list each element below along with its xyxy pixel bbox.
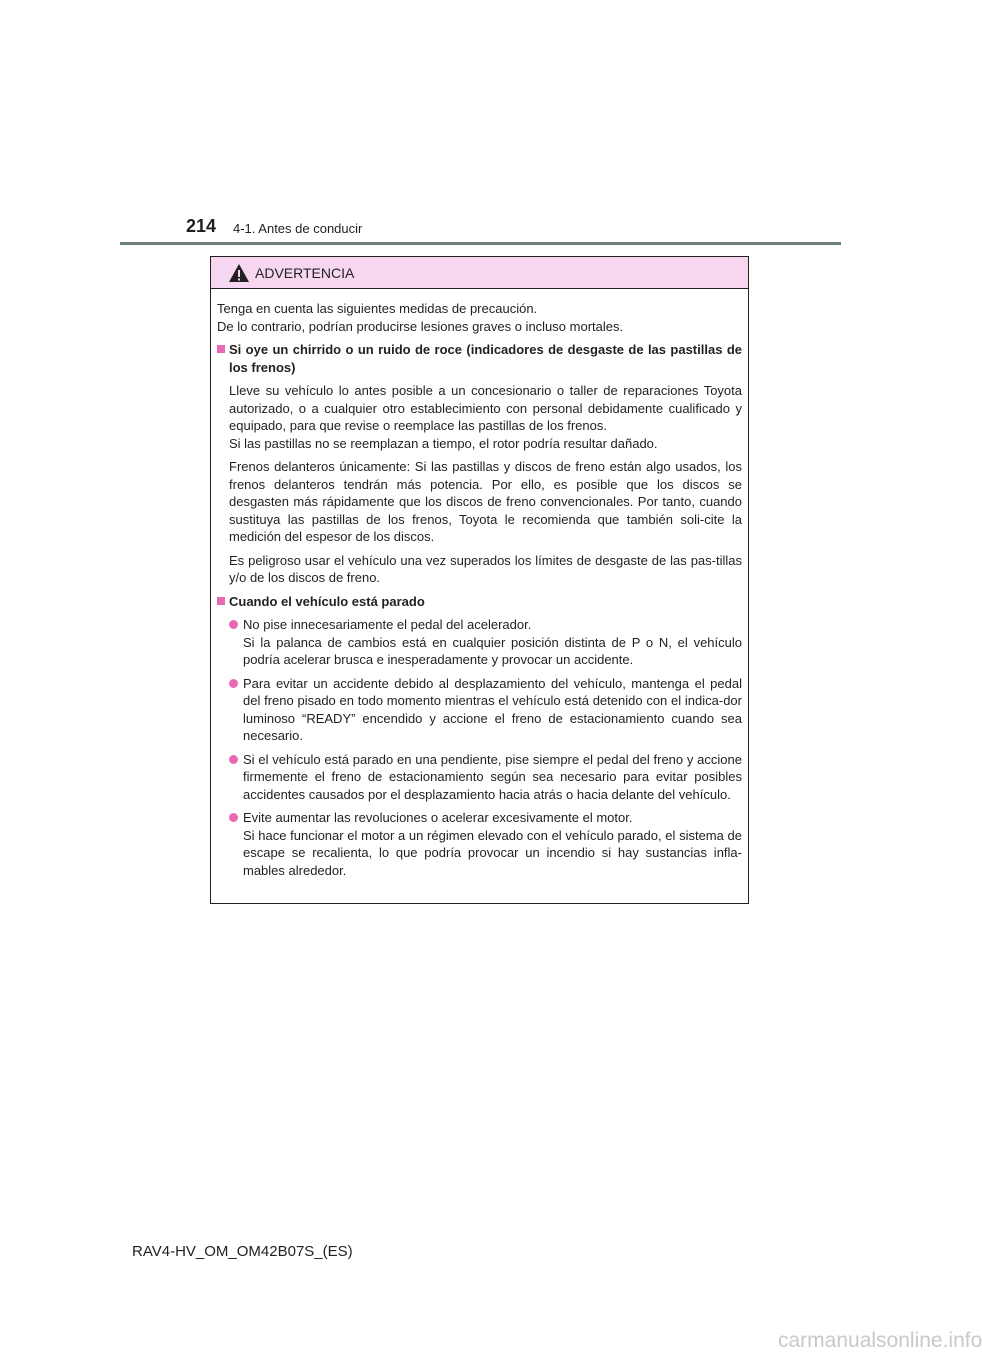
brake-wear-paragraph (217, 382, 742, 452)
warning-box (210, 256, 749, 904)
bullet-line: Si la palanca de cambios está en cualquier posición distinta de P o N, el vehículo podría acelerar brusca e inesperadamente y provocar un accidente. (243, 634, 742, 667)
intro-paragraph (217, 300, 742, 335)
header-rule (120, 242, 841, 245)
page-number: 214 (186, 216, 217, 236)
section-heading-text: Cuando el vehículo está parado (229, 593, 425, 609)
paragraph-line: Si las pastillas no se reemplazan a tiempo, el rotor podría resultar dañado. (229, 435, 658, 451)
bullet-line: Para evitar un accidente debido al desplazamiento del vehículo, mantenga el pedal del freno pisado en todo momento mientras el vehículo está detenido con el indica-dor luminoso “READY” encendido y accione el freno de estacionamiento cuando sea necesario. (243, 675, 742, 743)
warning-title: ADVERTENCIA (255, 265, 355, 281)
warning-body (211, 289, 748, 879)
bullet-item (217, 675, 742, 745)
circle-bullet-icon (229, 755, 238, 764)
watermark: carmanualsonline.info (778, 1329, 982, 1352)
wear-limit-paragraph: Es peligroso usar el vehículo una vez superados los límites de desgaste de las pas-tillas y/o de los discos de freno. (229, 552, 742, 585)
document-id: RAV4-HV_OM_OM42B07S_(ES) (132, 1243, 353, 1260)
section-heading-brake-wear (217, 341, 742, 376)
paragraph-line: Lleve su vehículo lo antes posible a un concesionario o taller de reparaciones Toyota autorizado, o a cualquier otro establecimiento con personal debidamente cualificado y equipado, para que revise o reemplace las pastillas de los frenos. (229, 383, 742, 433)
bullet-item (217, 809, 742, 879)
warning-triangle-icon (228, 263, 250, 283)
bullet-line: Evite aumentar las revoluciones o acelerar excesivamente el motor. (243, 810, 633, 825)
intro-line: De lo contrario, podrían producirse lesiones graves o incluso mortales. (217, 318, 624, 334)
square-bullet-icon (217, 597, 225, 605)
section-heading-text: Si oye un chirrido o un ruido de roce (indicadores de desgaste de las pastillas de los frenos) (229, 342, 742, 375)
bullet-line: Si hace funcionar el motor a un régimen elevado con el vehículo parado, el sistema de escape se recalienta, lo que podría provocar un incendio si hay sustancias infla-mables alrededor. (243, 827, 742, 878)
bullet-line: Si el vehículo está parado en una pendiente, pise siempre el pedal del freno y accione firmemente el freno de estacionamiento según sea necesario para evitar posibles accidentes causados por el desplazamiento hacia atrás o hacia delante del vehículo. (243, 751, 742, 802)
section-title: 4-1. Antes de conducir (233, 221, 363, 236)
section-heading-vehicle-stopped (217, 593, 742, 611)
circle-bullet-icon (229, 620, 238, 629)
front-brakes-paragraph: Frenos delanteros únicamente: Si las pastillas y discos de freno están algo usados, los frenos delanteros tendrán más potencia. Por ello, es posible que los discos se desgasten más rápidamente que los discos de freno convencionales. Por tanto, cuando sustituya las pastillas de los frenos, Toyota le recomienda que también soli-cite la medición del espesor de los discos. (229, 459, 742, 544)
intro-line: Tenga en cuenta las siguientes medidas de precaución. (217, 301, 538, 316)
bullet-item (217, 616, 742, 669)
square-bullet-icon (217, 345, 225, 353)
circle-bullet-icon (229, 813, 238, 822)
bullet-item (217, 751, 742, 804)
circle-bullet-icon (229, 679, 238, 688)
warning-header (211, 257, 748, 289)
bullet-line: No pise innecesariamente el pedal del acelerador. (243, 617, 532, 632)
